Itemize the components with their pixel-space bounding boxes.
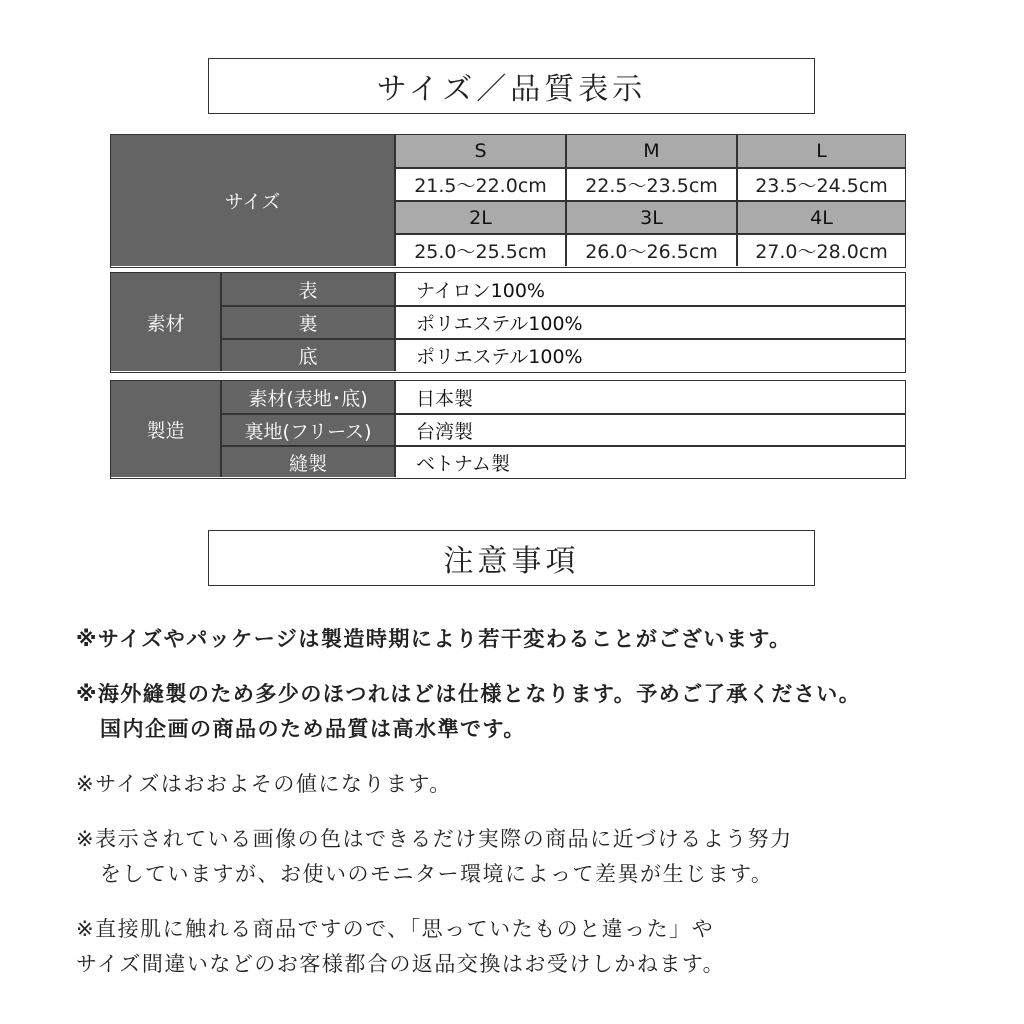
size-name-s: S <box>396 135 565 167</box>
manufacture-key-lining: 裏地(フリース) <box>222 415 394 445</box>
size-table <box>110 134 906 268</box>
size-range-s: 21.5〜22.0cm <box>414 175 547 197</box>
material-key-outer: 表 <box>222 273 394 305</box>
size-name-4l: 4L <box>738 202 905 233</box>
size-range-m: 22.5〜23.5cm <box>585 175 718 197</box>
size-name-3l: 3L <box>567 202 736 233</box>
manufacture-key-material: 素材(表地･底) <box>222 381 394 413</box>
material-value-lining: ポリエステル100% <box>416 313 583 335</box>
note-2-line-2: 国内企画の商品のため品質は高水準です。 <box>100 717 526 741</box>
manufacture-value-sewing: ベトナム製 <box>416 452 511 475</box>
note-2-line-1: ※海外縫製のため多少のほつれはどは仕様となります。予めご了承ください。 <box>76 682 862 706</box>
size-range-4l: 27.0〜28.0cm <box>755 241 888 263</box>
size-range-l: 23.5〜24.5cm <box>755 175 888 197</box>
size-name-2l: 2L <box>396 202 565 233</box>
material-value-sole: ポリエステル100% <box>416 346 583 368</box>
size-range-2l: 25.0〜25.5cm <box>414 241 547 263</box>
material-table <box>110 272 906 373</box>
size-range-3l: 26.0〜26.5cm <box>585 241 718 263</box>
notes-section <box>76 622 1006 982</box>
manufacture-value-lining: 台湾製 <box>416 420 474 443</box>
material-value-outer: ナイロン100% <box>416 279 545 302</box>
size-name-l: L <box>738 135 905 167</box>
note-3: ※サイズはおおよその値になります。 <box>76 772 452 796</box>
note-5-line-2: サイズ間違いなどのお客様都合の返品交換はお受けしかねます。 <box>76 952 726 976</box>
manufacture-label: 製造 <box>111 381 220 477</box>
manufacture-table <box>110 380 906 479</box>
material-key-sole: 底 <box>222 340 394 371</box>
material-label: 素材 <box>111 273 220 371</box>
size-quality-title: サイズ／品質表示 <box>208 58 815 114</box>
manufacture-value-material: 日本製 <box>416 387 474 410</box>
notes-title: 注意事項 <box>208 530 815 586</box>
material-key-lining: 裏 <box>222 307 394 338</box>
note-4-line-1: ※表示されている画像の色はできるだけ実際の商品に近づけるよう努力 <box>76 827 793 851</box>
manufacture-key-sewing: 縫製 <box>222 447 394 477</box>
note-5-line-1: ※直接肌に触れる商品ですので、「思っていたものと違った」や <box>76 917 715 941</box>
size-label: サイズ <box>111 135 394 266</box>
size-name-m: M <box>567 135 736 167</box>
note-1: ※サイズやパッケージは製造時期により若干変わることがございます。 <box>76 627 792 651</box>
note-4-line-2: をしていますが、お使いのモニター環境によって差異が生じます。 <box>100 862 774 886</box>
